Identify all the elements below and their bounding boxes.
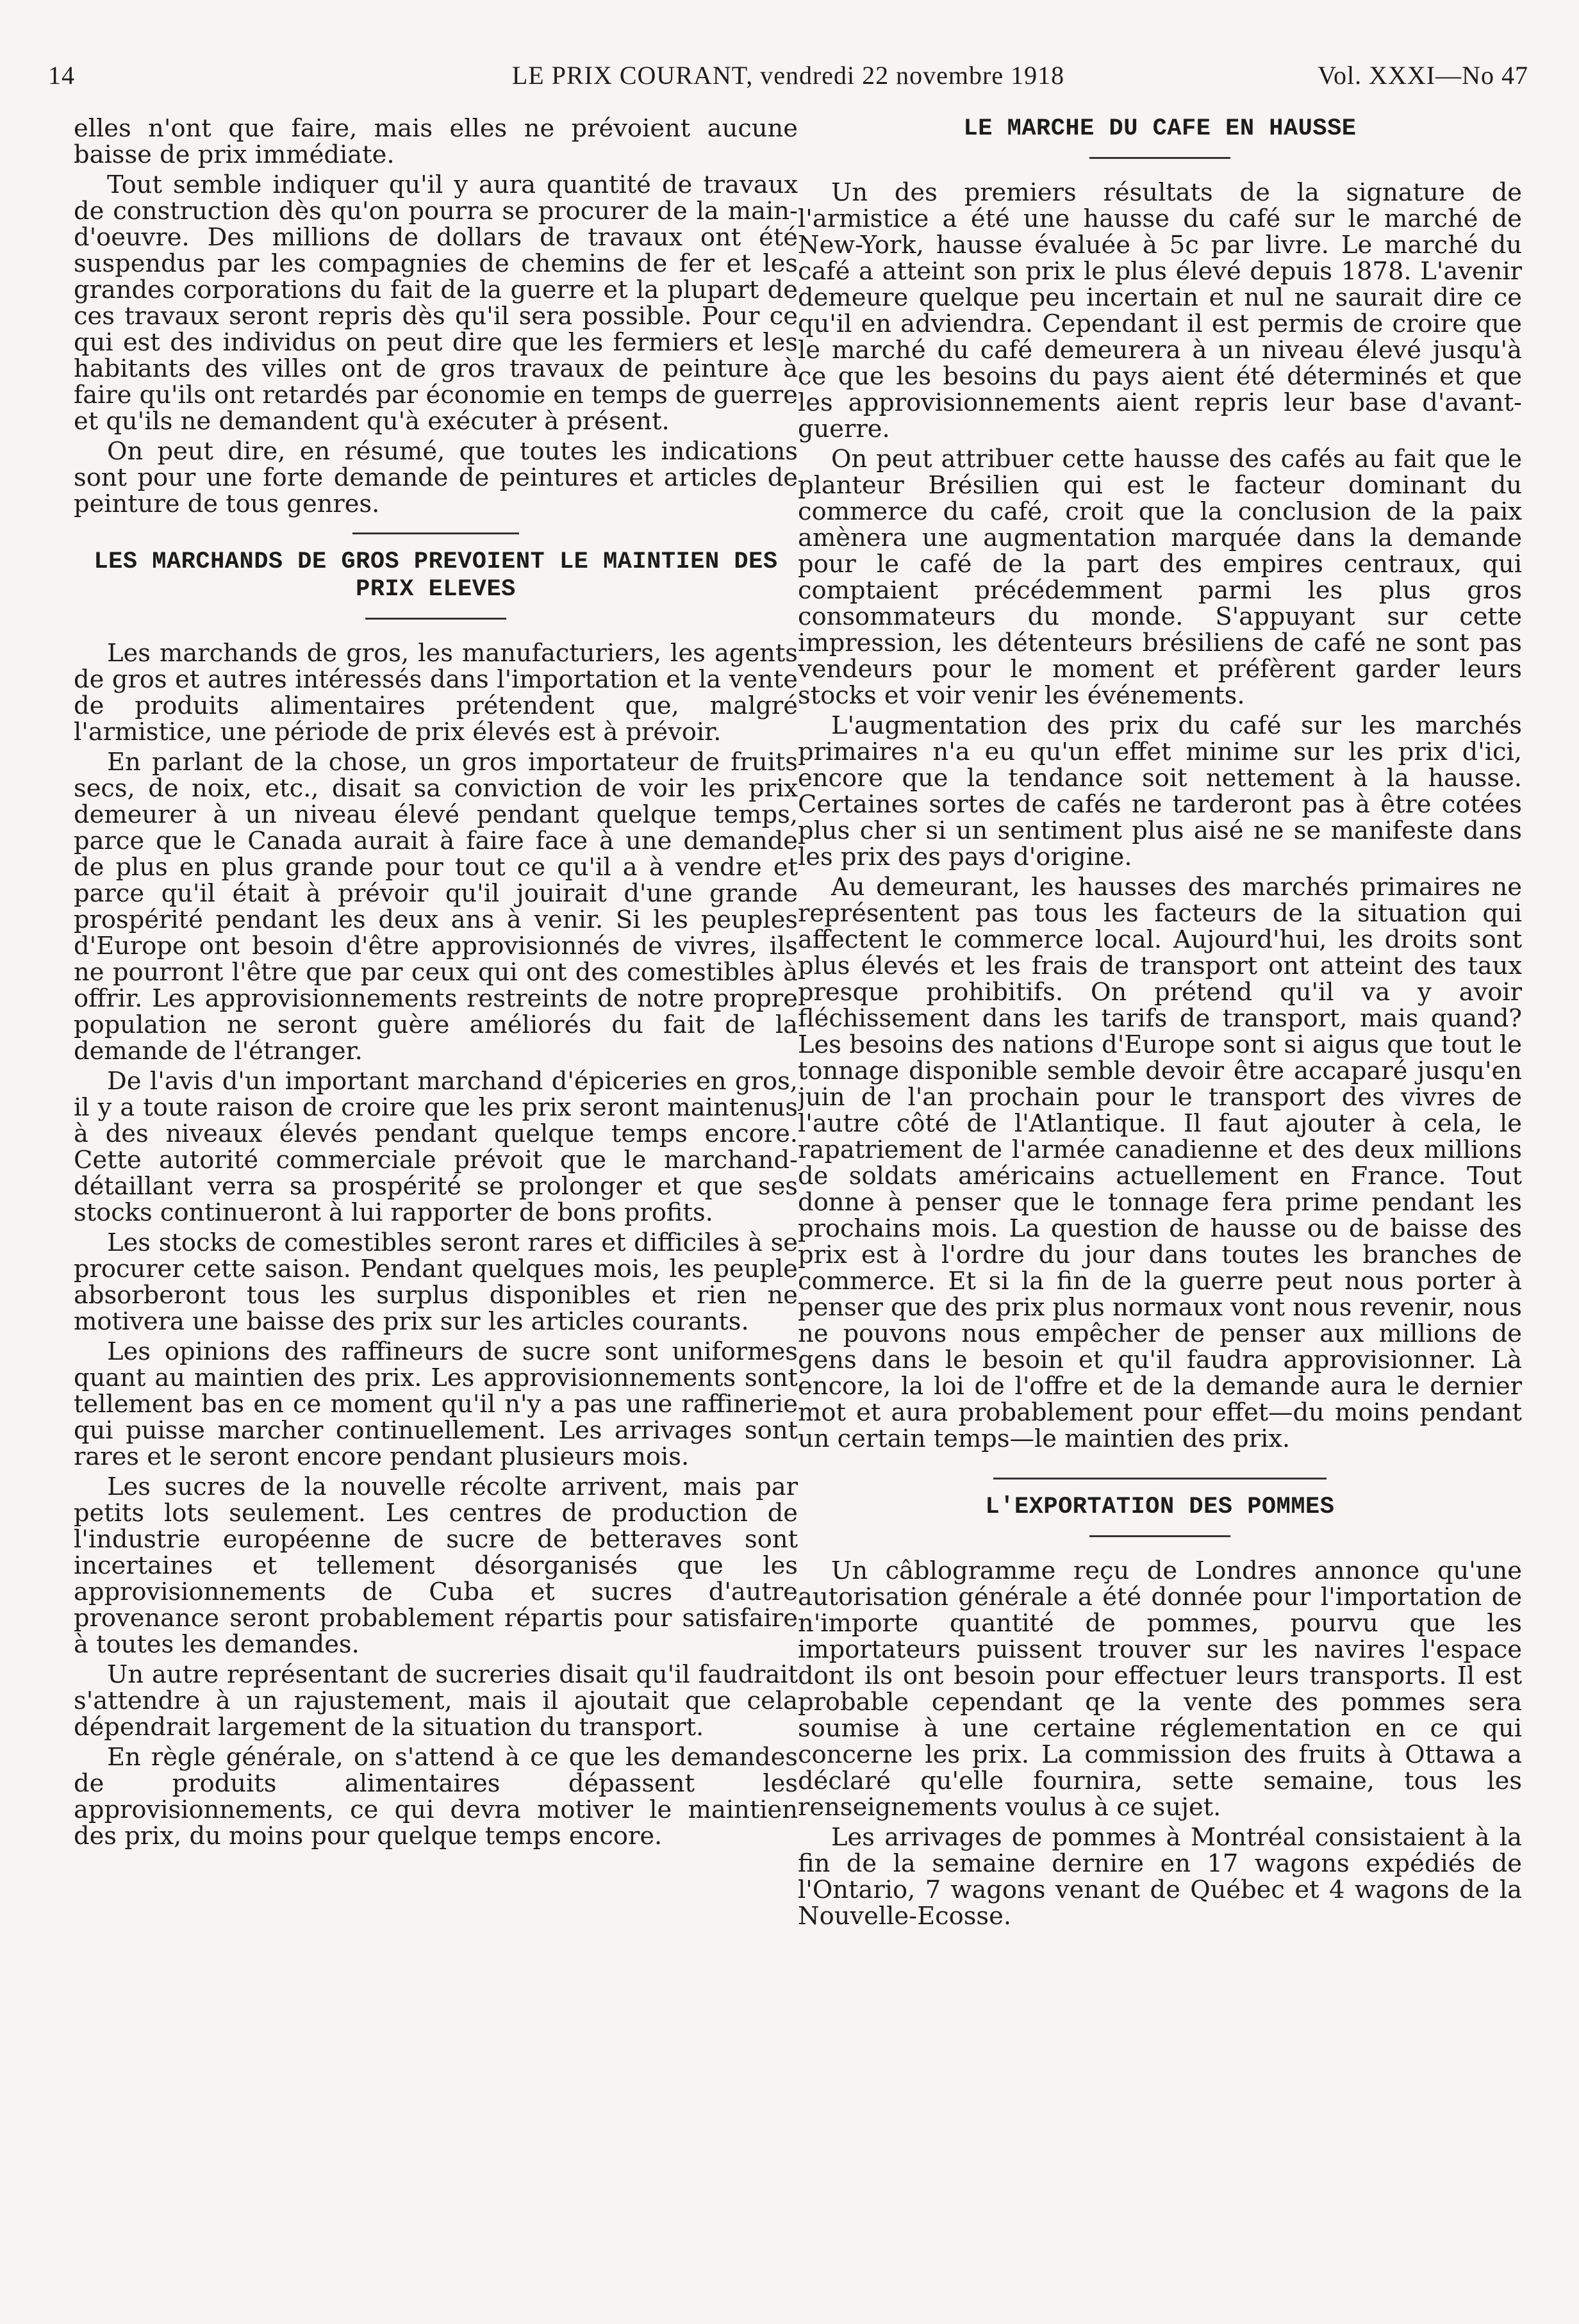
coffee-paragraph: Un des premiers résultats de la signature de l'armistice a été une hausse du café sur le marché de New-York, hausse évaluée à 5c par livre. Le marché du café a atteint son prix le plus élevé depuis 1878. L'avenir demeure quelque peu incertain et nul ne saurait dire ce qu'il en adviendra. Cependant il est permis de croire que le marché du café demeurera à un niveau élevé jusqu'à ce que les besoins du pays aient été déterminés et que les approvisionnements aient repris leur base d'avant-guerre.	[798, 178, 1522, 443]
paint-paragraph: On peut dire, en résumé, que toutes les indications sont pour une forte demande de peintures et articles de peinture de tous genres.	[74, 437, 798, 518]
coffee-paragraph: On peut attribuer cette hausse des cafés au fait que le planteur Brésilien qui est le facteur dominant du commerce du café, croit que la conclusion de la paix amènera une augmentation marquée dans la demande pour le café de la part des empires centraux, qui comptaient précédemment parmi les plus gros consommateurs du monde. S'appuyant sur cette impression, les détenteurs brésiliens de café ne sont pas vendeurs pour le moment et préfèrent garder leurs stocks et voir venir les événements.	[798, 445, 1522, 710]
article-paragraph: Un autre représentant de sucreries disait qu'il faudrait s'attendre à un rajustement, mais il ajoutait que cela dépendrait largement de la situation du transport.	[74, 1660, 798, 1742]
title-rule	[1089, 1535, 1230, 1537]
publication-title: LE PRIX COURANT, vendredi 22 novembre 1918	[511, 61, 1065, 90]
article-paragraph: Les opinions des raffineurs de sucre sont uniformes quant au maintien des prix. Les approvisionnements sont tellement bas en ce moment qu'il n'y a pas une raffinerie qui puisse marcher continuellement. Les arrivages sont rares et le seront encore pendant plusieurs mois.	[74, 1337, 798, 1471]
paint-paragraph: Tout semble indiquer qu'il y aura quantité de travaux de construction dès qu'on pourra se procurer de la main-d'oeuvre. Des millions de dollars de travaux ont été suspendus par les compagnies de chemins de fer et les grandes corporations du fait de la guerre et la plupart de ces travaux seront repris dès qu'il sera possible. Pour ce qui est des individus on peut dire que les fermiers et les habitants des villes ont de gros travaux de peinture à faire qu'ils ont retardés par économie en temps de guerre et qu'ils ne demandent qu'à exécuter à présent.	[74, 170, 798, 436]
right-column	[798, 115, 1522, 2294]
page-header	[48, 56, 1528, 95]
article-paragraph: Les sucres de la nouvelle récolte arrivent, mais par petits lots seulement. Les centres de production de l'industrie européenne de sucre de betteraves sont incertaines et tellement désorganisés que les approvisionnements de Cuba et sucres d'autre provenance seront probablement répartis pour satisfaire à toutes les demandes.	[74, 1472, 798, 1659]
left-column	[74, 115, 798, 2294]
apples-paragraph: Un câblogramme reçu de Londres annonce qu'une autorisation générale a été donnée pour l'importation de n'importe quantité de pommes, pourvu que les importateurs puissent trouver sur les navires l'espace dont ils ont besoin pour effectuer leurs transports. Il est probable cependant qe la vente des pommes sera soumise à une certaine réglementation en ce qui concerne les prix. La commission des fruits à Ottawa a déclaré qu'elle fournira, sette semaine, tous les renseignements voulus à ce sujet.	[798, 1556, 1522, 1822]
section-divider	[352, 532, 519, 534]
wholesalers-article-title: LES MARCHANDS DE GROS PREVOIENT LE MAINTIEN DES PRIX ELEVES	[94, 548, 778, 603]
apples-article-title: L'EXPORTATION DES POMMES	[985, 1494, 1335, 1520]
paint-paragraph: elles n'ont que faire, mais elles ne prévoient aucune baisse de prix immédiate.	[74, 115, 798, 169]
coffee-article-title: LE MARCHE DU CAFE EN HAUSSE	[963, 115, 1357, 142]
volume-number: Vol. XXXI—No 47	[1318, 61, 1528, 90]
article-paragraph: Les stocks de comestibles seront rares et difficiles à se procurer cette saison. Pendant quelques mois, les peuple absorberont tous les surplus disponibles et rien ne motivera une baisse des prix sur les articles courants.	[74, 1228, 798, 1336]
section-divider	[993, 1478, 1327, 1479]
title-rule	[1089, 157, 1230, 159]
article-paragraph: En parlant de la chose, un gros importateur de fruits secs, de noix, etc., disait sa conviction de voir les prix demeurer à un niveau élevé pendant quelque temps, parce que le Canada aurait à faire face à une demande de plus en plus grande pour tout ce qu'il a à vendre et parce qu'il était à prévoir qu'il jouirait d'une grande prospérité pendant les deux ans à venir. Si les peuples d'Europe ont besoin d'être approvisionnés de vivres, ils ne pourront l'être que par ceux qui ont des comestibles à offrir. Les approvisionnements restreints de notre propre population ne seront guère améliorés du fait de la demande de l'étranger.	[74, 748, 798, 1066]
page-number: 14	[48, 61, 75, 90]
article-paragraph: De l'avis d'un important marchand d'épiceries en gros, il y a toute raison de croire que les prix seront maintenus à des niveaux élevés pendant quelque temps encore. Cette autorité commerciale prévoit que le marchand-détaillant verra sa prospérité se prolonger et que ses stocks continueront à lui rapporter de bons profits.	[74, 1067, 798, 1227]
article-paragraph: Les marchands de gros, les manufacturiers, les agents de gros et autres intéressés dans l'importation et la vente de produits alimentaires prétendent que, malgré l'armistice, une période de prix élevés est à prévoir.	[74, 639, 798, 746]
apples-paragraph: Les arrivages de pommes à Montréal consistaient à la fin de la semaine dernire en 17 wagons expédiés de l'Ontario, 7 wagons venant de Québec et 4 wagons de la Nouvelle-Ecosse.	[798, 1823, 1522, 1931]
title-rule	[365, 618, 506, 620]
article-paragraph: En règle générale, on s'attend à ce que les demandes de produits alimentaires dépassent les approvisionnements, ce qui devra motiver le maintien des prix, du moins pour quelque temps encore.	[74, 1743, 798, 1850]
coffee-paragraph: L'augmentation des prix du café sur les marchés primaires n'a eu qu'un effet minime sur les prix d'ici, encore que la tendance soit nettement à la hausse. Certaines sortes de cafés ne tarderont pas à être cotées plus cher si un sentiment plus aisé ne se manifeste dans les prix des pays d'origine.	[798, 711, 1522, 871]
coffee-paragraph: Au demeurant, les hausses des marchés primaires ne représentent pas tous les facteurs de la situation qui affectent le commerce local. Aujourd'hui, les droits sont plus élevés et les frais de transport ont atteint des taux presque prohibitifs. On prétend qu'il va y avoir fléchissement dans les tarifs de transport, mais quand? Les besoins des nations d'Europe sont si aigus que tout le tonnage disponible semble devoir être accaparé jusqu'en juin de l'an prochain pour le transport des vivres de l'autre côté de l'Atlantique. Il faut ajouter à cela, le rapatriement de l'armée canadienne et des deux millions de soldats américains actuellement en France. Tout donne à penser que le tonnage fera prime pendant les prochains mois. La question de hausse ou de baisse des prix est à l'ordre du jour dans toutes les branches de commerce. Et si la fin de la guerre peut nous porter à penser que des prix plus normaux vont nous revenir, nous ne pouvons nous empêcher de penser aux millions de gens dans le besoin et qu'il faudra approvisionner. Là encore, la loi de l'offre et de la demande aura le dernier mot et aura probablement pour effet—du moins pendant un certain temps—le maintien des prix.	[798, 873, 1522, 1453]
